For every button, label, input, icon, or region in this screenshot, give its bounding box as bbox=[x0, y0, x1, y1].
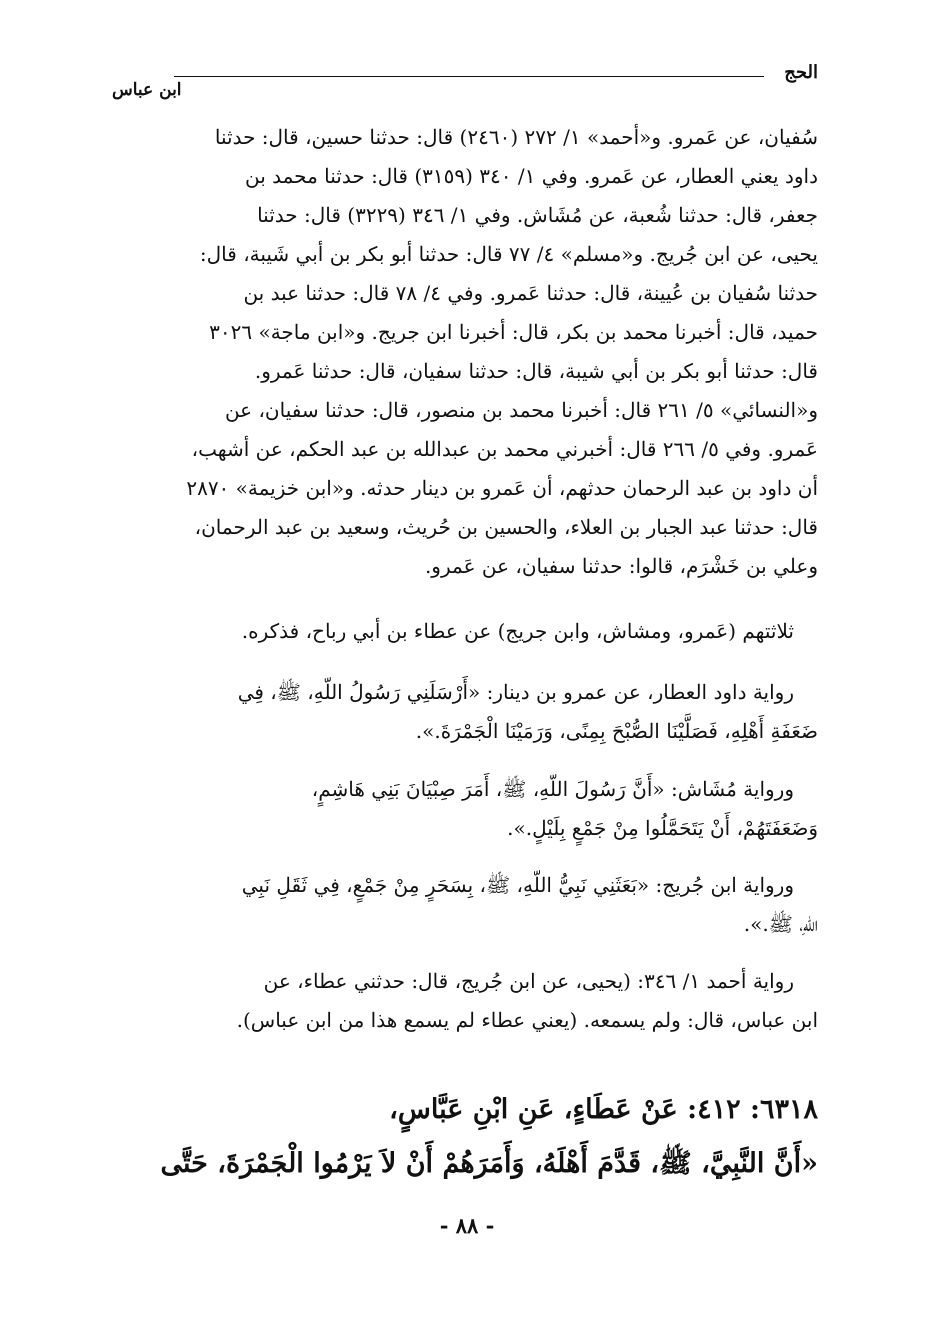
page-number: - ٨٨ - bbox=[439, 1213, 495, 1238]
running-header bbox=[112, 62, 818, 100]
text-line: قال: حدثنا أبو بكر بن أبي شيبة، قال: حدثنا سفيان، قال: حدثنا عَمرو. bbox=[254, 359, 818, 383]
narrator-title: ابن عباس bbox=[112, 80, 182, 100]
text-line: أن داود بن عبد الرحمان حدثهم، أن عَمرو بن دينار حدثه. و«ابن خزيمة» ٢٨٧٠ bbox=[186, 476, 818, 500]
hadith-number-line: ٦٣١٨: ٤١٢: عَنْ عَطَاءٍ، عَنِ ابْنِ عَبَّاسٍ، bbox=[389, 1094, 818, 1125]
text-line: ورواية ابن جُريج: «بَعَثَنِي نَبِيُّ اللّهِ، ﷺ، بِسَحَرٍ مِنْ جَمْعٍ، فِي ثَقَلِ نَبِي bbox=[241, 873, 794, 897]
text-line: سُفيان، عن عَمرو. و«أحمد» ١/ ٢٧٢ (٢٤٦٠) قال: حدثنا حسين، قال: حدثنا bbox=[214, 125, 818, 149]
chapter-title: الحج bbox=[784, 62, 818, 83]
isnad-summary-paragraph bbox=[112, 612, 818, 651]
text-line: قال: حدثنا عبد الجبار بن العلاء، والحسين بن حُريث، وسعيد بن عبد الرحمان، bbox=[194, 515, 818, 539]
text-line: يحيى، عن ابن جُريج. و«مسلم» ٤/ ٧٧ قال: حدثنا أبو بكر بن أبي شَيبة، قال: bbox=[199, 242, 818, 266]
text-line: ورواية مُشَاش: «أَنَّ رَسُولَ اللّهِ، ﷺ، أَمَرَ صِبْيَانَ بَنِي هَاشِمٍ، bbox=[311, 777, 794, 801]
text-line: جعفر، قال: حدثنا شُعبة، عن مُشَاش. وفي ١/ ٣٤٦ (٣٢٢٩) قال: حدثنا bbox=[257, 203, 818, 227]
text-line: داود يعني العطار، عن عَمرو. وفي ١/ ٣٤٠ (٣١٥٩) قال: حدثنا محمد بن bbox=[244, 164, 818, 188]
text-line: وعلي بن خَشْرَم، قالوا: حدثنا سفيان، عن عَمرو. bbox=[424, 554, 818, 578]
sources-paragraph bbox=[112, 118, 818, 586]
hadith-entry bbox=[112, 1083, 818, 1191]
text-line: رواية داود العطار، عن عمرو بن دينار: «أَرْسَلَنِي رَسُولُ اللّهِ، ﷺ، فِي bbox=[237, 680, 794, 704]
text-line: ابن عباس، قال: ولم يسمعه. (يعني عطاء لم يسمع هذا من ابن عباس). bbox=[236, 1008, 818, 1032]
text-line: ضَعَفَةِ أَهْلِهِ، فَصَلَّيْنَا الصُّبْحَ بِمِنًى، وَرَمَيْنَا الْجَمْرَةَ.». bbox=[415, 719, 818, 743]
dawud-narration-paragraph bbox=[112, 673, 818, 751]
text-line: اللّهِ، ﷺ.». bbox=[743, 912, 818, 936]
text-line: وَضَعَفَتَهُمْ، أَنْ يَتَحَمَّلُوا مِنْ جَمْعٍ بِلَيْلٍ.». bbox=[507, 816, 818, 840]
text-line: ثلاثتهم (عَمرو، ومشاش، وابن جريج) عن عطاء بن أبي رباح، فذكره. bbox=[241, 619, 794, 643]
text-line: حميد، قال: أخبرنا محمد بن بكر، قال: أخبرنا ابن جريج. و«ابن ماجة» ٣٠٢٦ bbox=[209, 320, 818, 344]
text-line: حدثنا سُفيان بن عُيينة، قال: حدثنا عَمرو. وفي ٤/ ٧٨ قال: حدثنا عبد بن bbox=[243, 281, 818, 305]
mushash-narration-paragraph bbox=[112, 770, 818, 848]
text-line: عَمرو. وفي ٥/ ٢٦٦ قال: أخبرني محمد بن عبدالله بن عبد الحكم، عن أشهب، bbox=[191, 437, 818, 461]
text-line: و«النسائي» ٥/ ٢٦١ قال: أخبرنا محمد بن منصور، قال: حدثنا سفيان، عن bbox=[224, 398, 818, 422]
header-rule bbox=[174, 76, 764, 77]
ahmad-narration-paragraph bbox=[112, 962, 818, 1040]
ibn-jurayj-narration-paragraph bbox=[112, 866, 818, 944]
hadith-text-line: «أَنَّ النَّبِيَّ، ﷺ، قَدَّمَ أَهْلَهُ، وَأَمَرَهُمْ أَنْ لاَ يَرْمُوا الْجَمْرَةَ، حَتَّى bbox=[160, 1148, 818, 1179]
text-line: رواية أحمد ١/ ٣٤٦: (يحيى، عن ابن جُريج، قال: حدثني عطاء، عن bbox=[263, 969, 794, 993]
